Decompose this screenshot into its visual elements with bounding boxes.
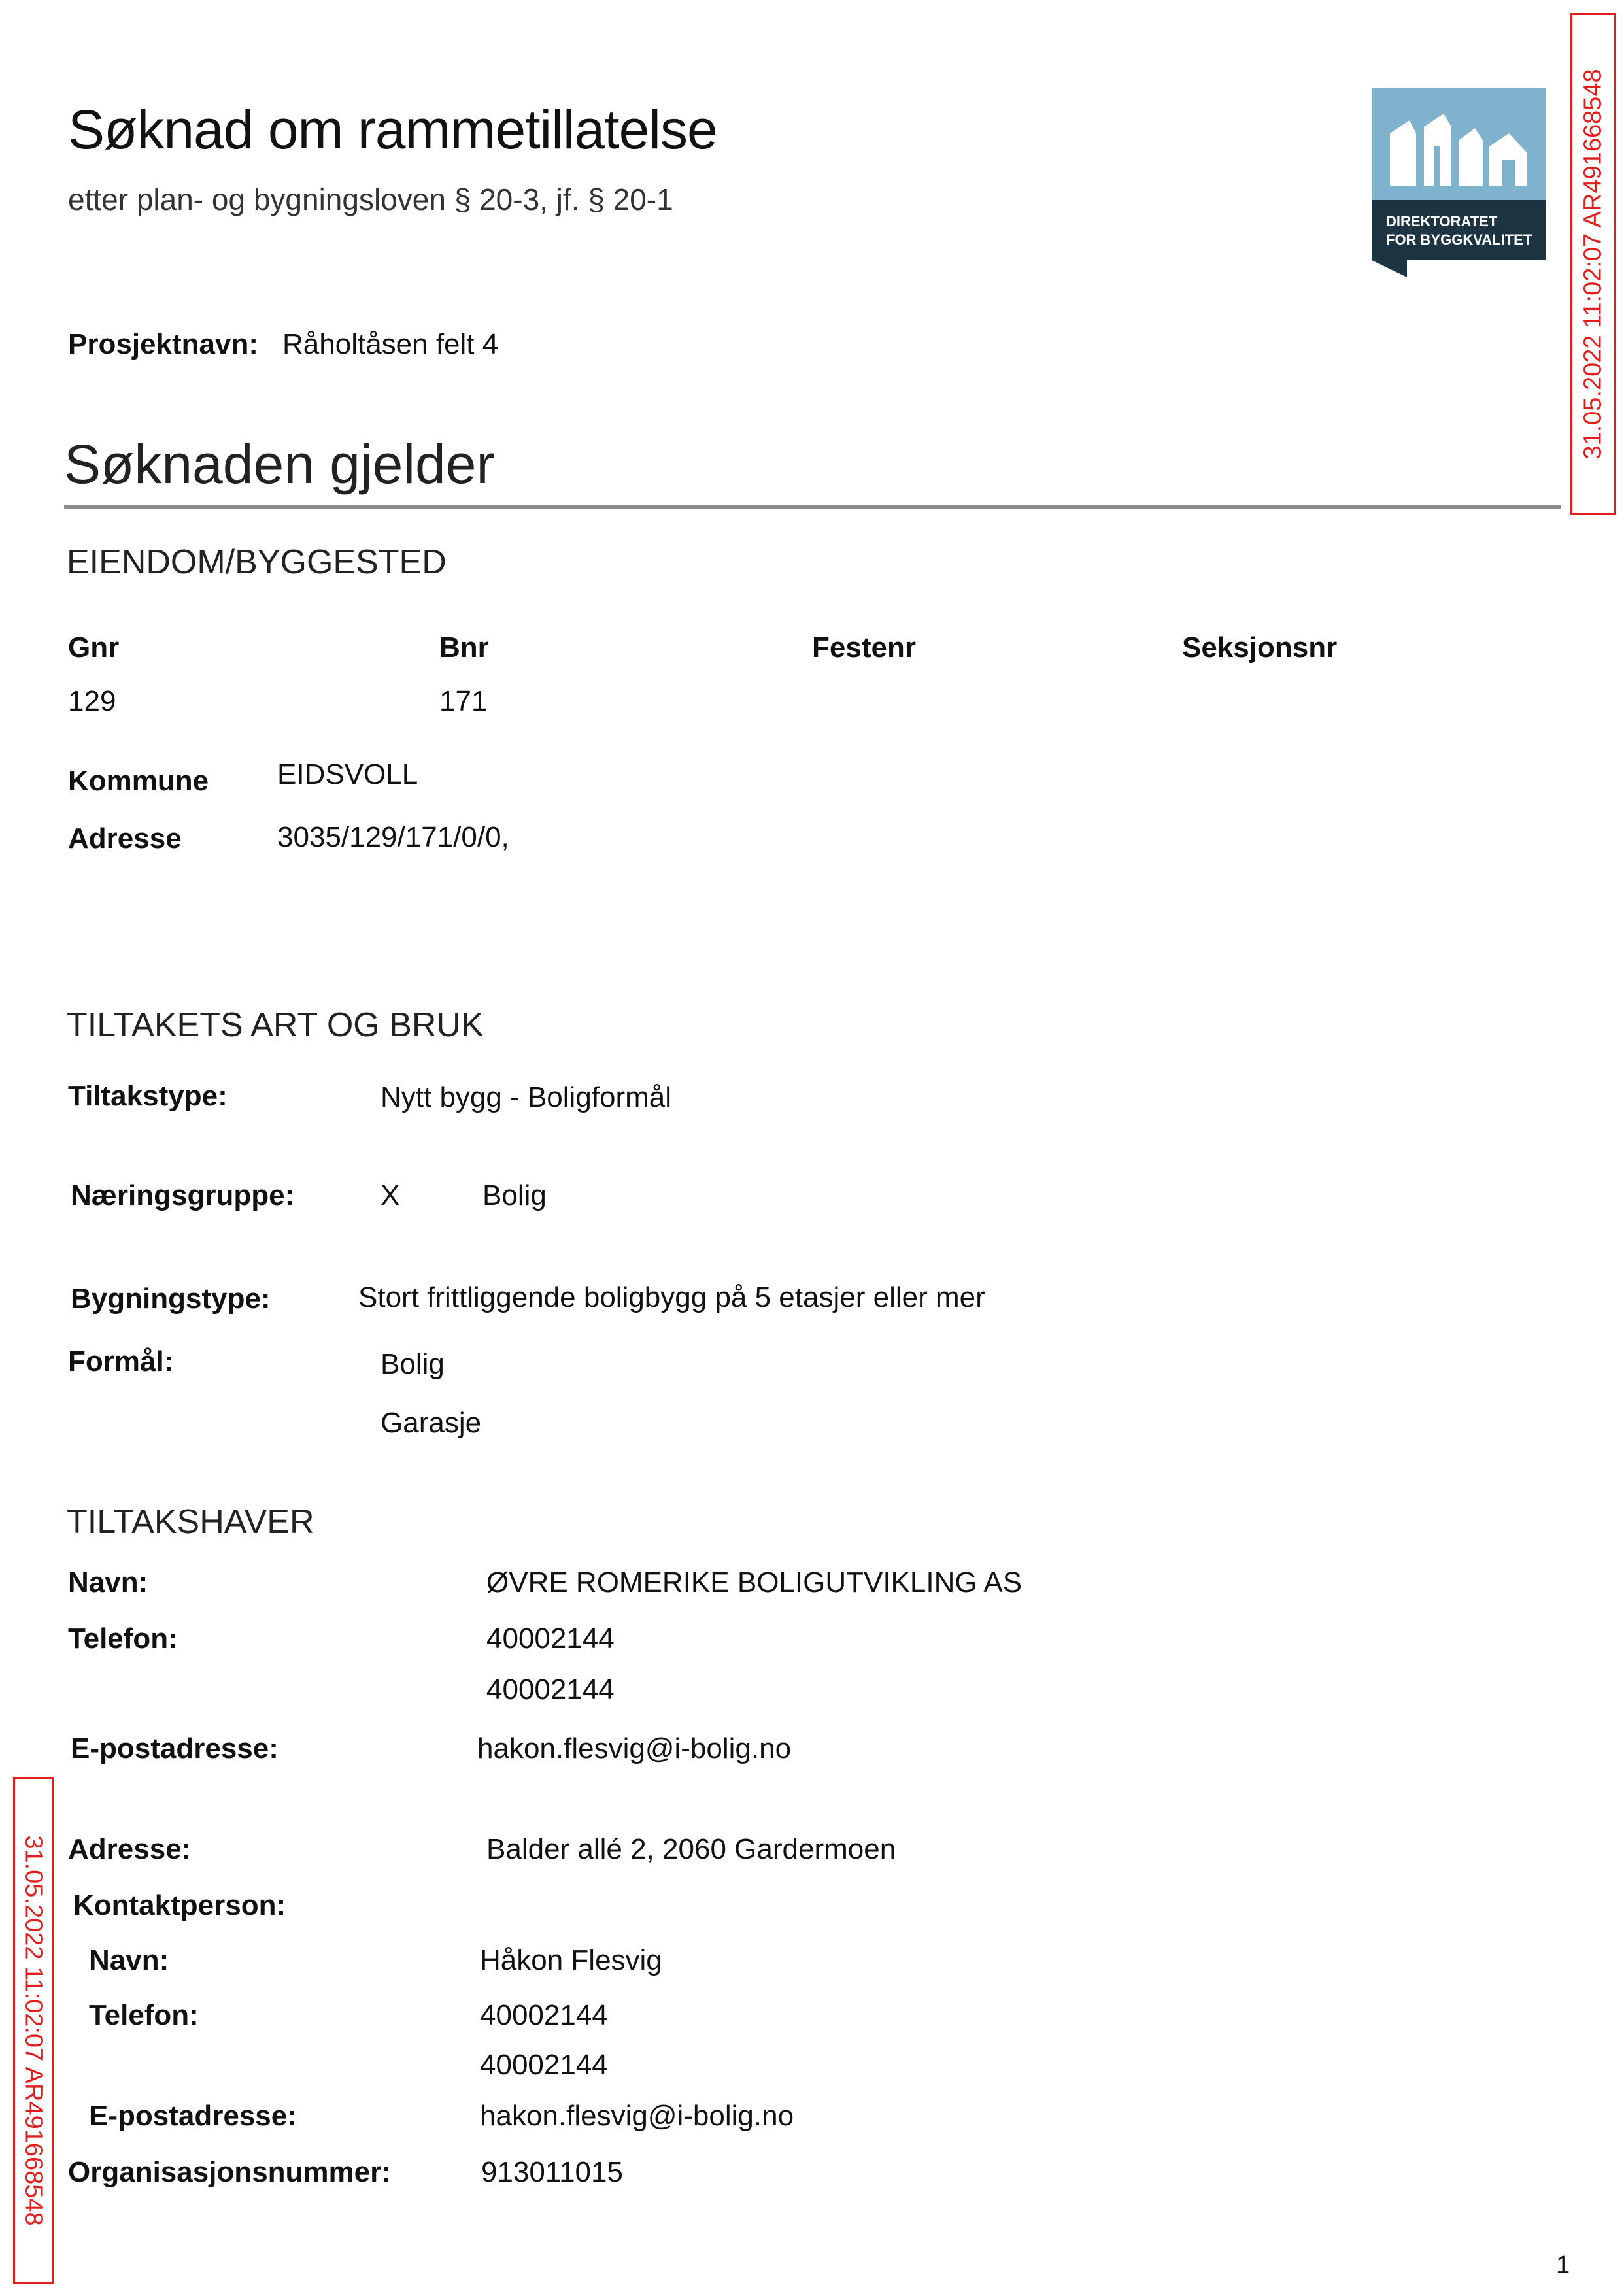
naeringsgruppe-value: Bolig — [482, 1179, 547, 1211]
formal-value-2: Garasje — [381, 1407, 482, 1439]
tiltakstype-label: Tiltakstype: — [68, 1080, 228, 1112]
seksjonsnr-label: Seksjonsnr — [1182, 632, 1338, 664]
gnr-value: 129 — [68, 685, 116, 717]
festenr-label: Festenr — [812, 632, 916, 664]
dibk-logo — [1372, 88, 1546, 277]
owner-address-value: Balder allé 2, 2060 Gardermoen — [486, 1833, 896, 1865]
section-divider — [64, 505, 1561, 509]
project-name-value: Råholtåsen felt 4 — [282, 328, 499, 360]
document-subtitle: etter plan- og bygningsloven § 20-3, jf. § 20-1 — [68, 182, 673, 216]
kommune-value: EIDSVOLL — [277, 758, 418, 790]
page-number: 1 — [1556, 2252, 1570, 2279]
formal-value-1: Bolig — [381, 1348, 445, 1380]
kommune-label: Kommune — [68, 765, 209, 797]
logo-text-line2: FOR BYGGKVALITET — [1386, 231, 1532, 248]
logo-graphic — [1372, 88, 1546, 277]
contact-email-label: E-postadresse: — [89, 2100, 297, 2132]
timestamp-stamp-left — [13, 1777, 54, 2284]
gnr-label: Gnr — [68, 632, 120, 664]
owner-phone-label: Telefon: — [68, 1623, 178, 1655]
org-number-label: Organisasjonsnummer: — [68, 2156, 391, 2188]
naeringsgruppe-label: Næringsgruppe: — [71, 1179, 295, 1211]
contact-name-label: Navn: — [89, 1944, 169, 1976]
tiltakstype-value: Nytt bygg - Boligformål — [381, 1081, 672, 1113]
project-name-label: Prosjektnavn: — [68, 328, 258, 360]
contact-name-value: Håkon Flesvig — [480, 1944, 662, 1976]
bygningstype-label: Bygningstype: — [71, 1283, 271, 1315]
stamp-text: 31.05.2022 11:02:07 AR491668548 — [1579, 69, 1607, 460]
owner-address-label: Adresse: — [68, 1833, 192, 1865]
naeringsgruppe-code: X — [381, 1179, 400, 1211]
contact-person-label: Kontaktperson: — [73, 1889, 286, 1921]
owner-phone-value-1: 40002144 — [486, 1623, 615, 1655]
stamp-text: 31.05.2022 11:02:07 AR491668548 — [20, 1835, 48, 2226]
owner-name-value: ØVRE ROMERIKE BOLIGUTVIKLING AS — [486, 1566, 1023, 1598]
bnr-label: Bnr — [439, 632, 489, 664]
contact-phone-value-2: 40002144 — [480, 2049, 608, 2081]
adresse-value: 3035/129/171/0/0, — [277, 821, 509, 853]
owner-email-value: hakon.flesvig@i-bolig.no — [477, 1732, 792, 1764]
document-title: Søknad om rammetillatelse — [68, 99, 717, 160]
owner-phone-value-2: 40002144 — [486, 1674, 615, 1706]
owner-name-label: Navn: — [68, 1566, 148, 1598]
section-heading: Søknaden gjelder — [64, 433, 495, 495]
contact-email-value: hakon.flesvig@i-bolig.no — [480, 2100, 794, 2132]
timestamp-stamp-top — [1570, 13, 1616, 515]
owner-email-label: E-postadresse: — [71, 1732, 279, 1764]
adresse-label: Adresse — [68, 822, 182, 854]
org-number-value: 913011015 — [481, 2156, 623, 2188]
bnr-value: 171 — [439, 685, 488, 717]
owner-heading: TILTAKSHAVER — [67, 1503, 314, 1541]
contact-phone-label: Telefon: — [89, 1999, 199, 2031]
measure-heading: TILTAKETS ART OG BRUK — [67, 1006, 484, 1044]
formal-label: Formål: — [68, 1345, 174, 1377]
logo-text-line1: DIREKTORATET — [1386, 213, 1498, 229]
contact-phone-value-1: 40002144 — [480, 1999, 608, 2031]
property-heading: EIENDOM/BYGGESTED — [67, 543, 447, 581]
bygningstype-value: Stort frittliggende boligbygg på 5 etasjer eller mer — [358, 1281, 985, 1313]
